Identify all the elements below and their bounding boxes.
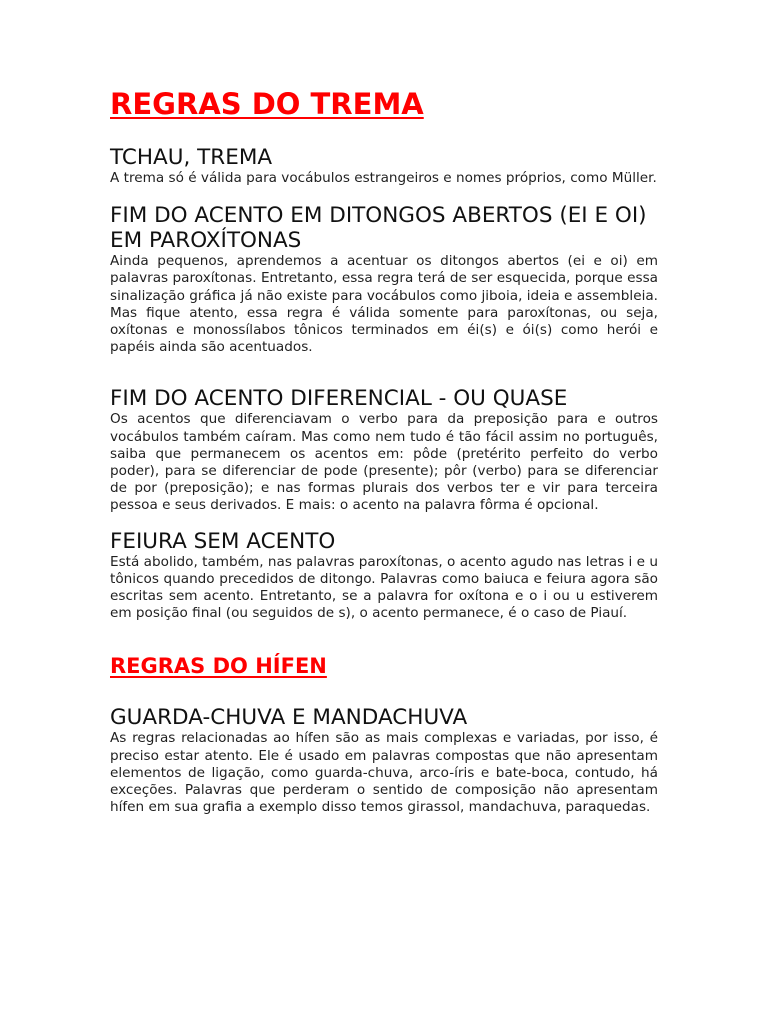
section-heading-tchau-trema: TCHAU, TREMA [110, 145, 273, 170]
section-body-feiura-sem-acento: Está abolido, também, nas palavras paroxítonas, o acento agudo nas letras i e u tônicos quando precedidos de ditongo. Palavras como baiuca e feiura agora são escritas sem acento. Entretanto, se a palavra for oxítona e o i ou u estiverem em posição final (ou seguidos de s), o acento permanece, é o caso de Piauí. [110, 553, 658, 622]
section-heading-ditongos-abertos: FIM DO ACENTO EM DITONGOS ABERTOS (EI E OI) EM PAROXÍTONAS [110, 203, 647, 254]
section-body-guarda-chuva: As regras relacionadas ao hífen são as mais complexas e variadas, por isso, é preciso estar atento. Ele é usado em palavras compostas que não apresentam elementos de ligação, como guarda-chuva, arco-íris e bate-boca, contudo, há exceções. Palavras que perderam o sentido de composição não apresentam hífen em sua grafia a exemplo disso temos girassol, mandachuva, paraquedas. [110, 730, 658, 816]
section-heading-acento-diferencial: FIM DO ACENTO DIFERENCIAL - OU QUASE [110, 386, 568, 412]
document-subtitle-hifen: REGRAS DO HÍFEN [110, 654, 327, 679]
document-title: REGRAS DO TREMA [110, 87, 424, 121]
section-body-tchau-trema: A trema só é válida para vocábulos estrangeiros e nomes próprios, como Müller. [110, 170, 657, 186]
section-heading-guarda-chuva: GUARDA-CHUVA E MANDACHUVA [110, 705, 468, 731]
section-body-ditongos-abertos: Ainda pequenos, aprendemos a acentuar os ditongos abertos (ei e oi) em palavras paroxítonas. Entretanto, essa regra terá de ser esquecida, porque essa sinalização gráfica já não existe para vocábulos como jiboia, ideia e assembleia. Mas fique atento, essa regra é válida somente para paroxítonas, ou seja, oxítonas e monossílabos tônicos terminados em éi(s) e ói(s) como herói e papéis ainda são acentuados. [110, 253, 658, 356]
section-heading-feiura-sem-acento: FEIURA SEM ACENTO [110, 528, 336, 554]
section-body-acento-diferencial: Os acentos que diferenciavam o verbo para da preposição para e outros vocábulos também caíram. Mas como nem tudo é tão fácil assim no português, saiba que permanecem os acentos em: pôde (pretérito perfeito do verbo poder), para se diferenciar de pode (presente); pôr (verbo) para se diferenciar de por (preposição); e nas formas plurais dos verbos ter e vir para terceira pessoa e seus derivados. E mais: o acento na palavra fôrma é opcional. [110, 411, 658, 514]
document-page [110, 86, 658, 816]
